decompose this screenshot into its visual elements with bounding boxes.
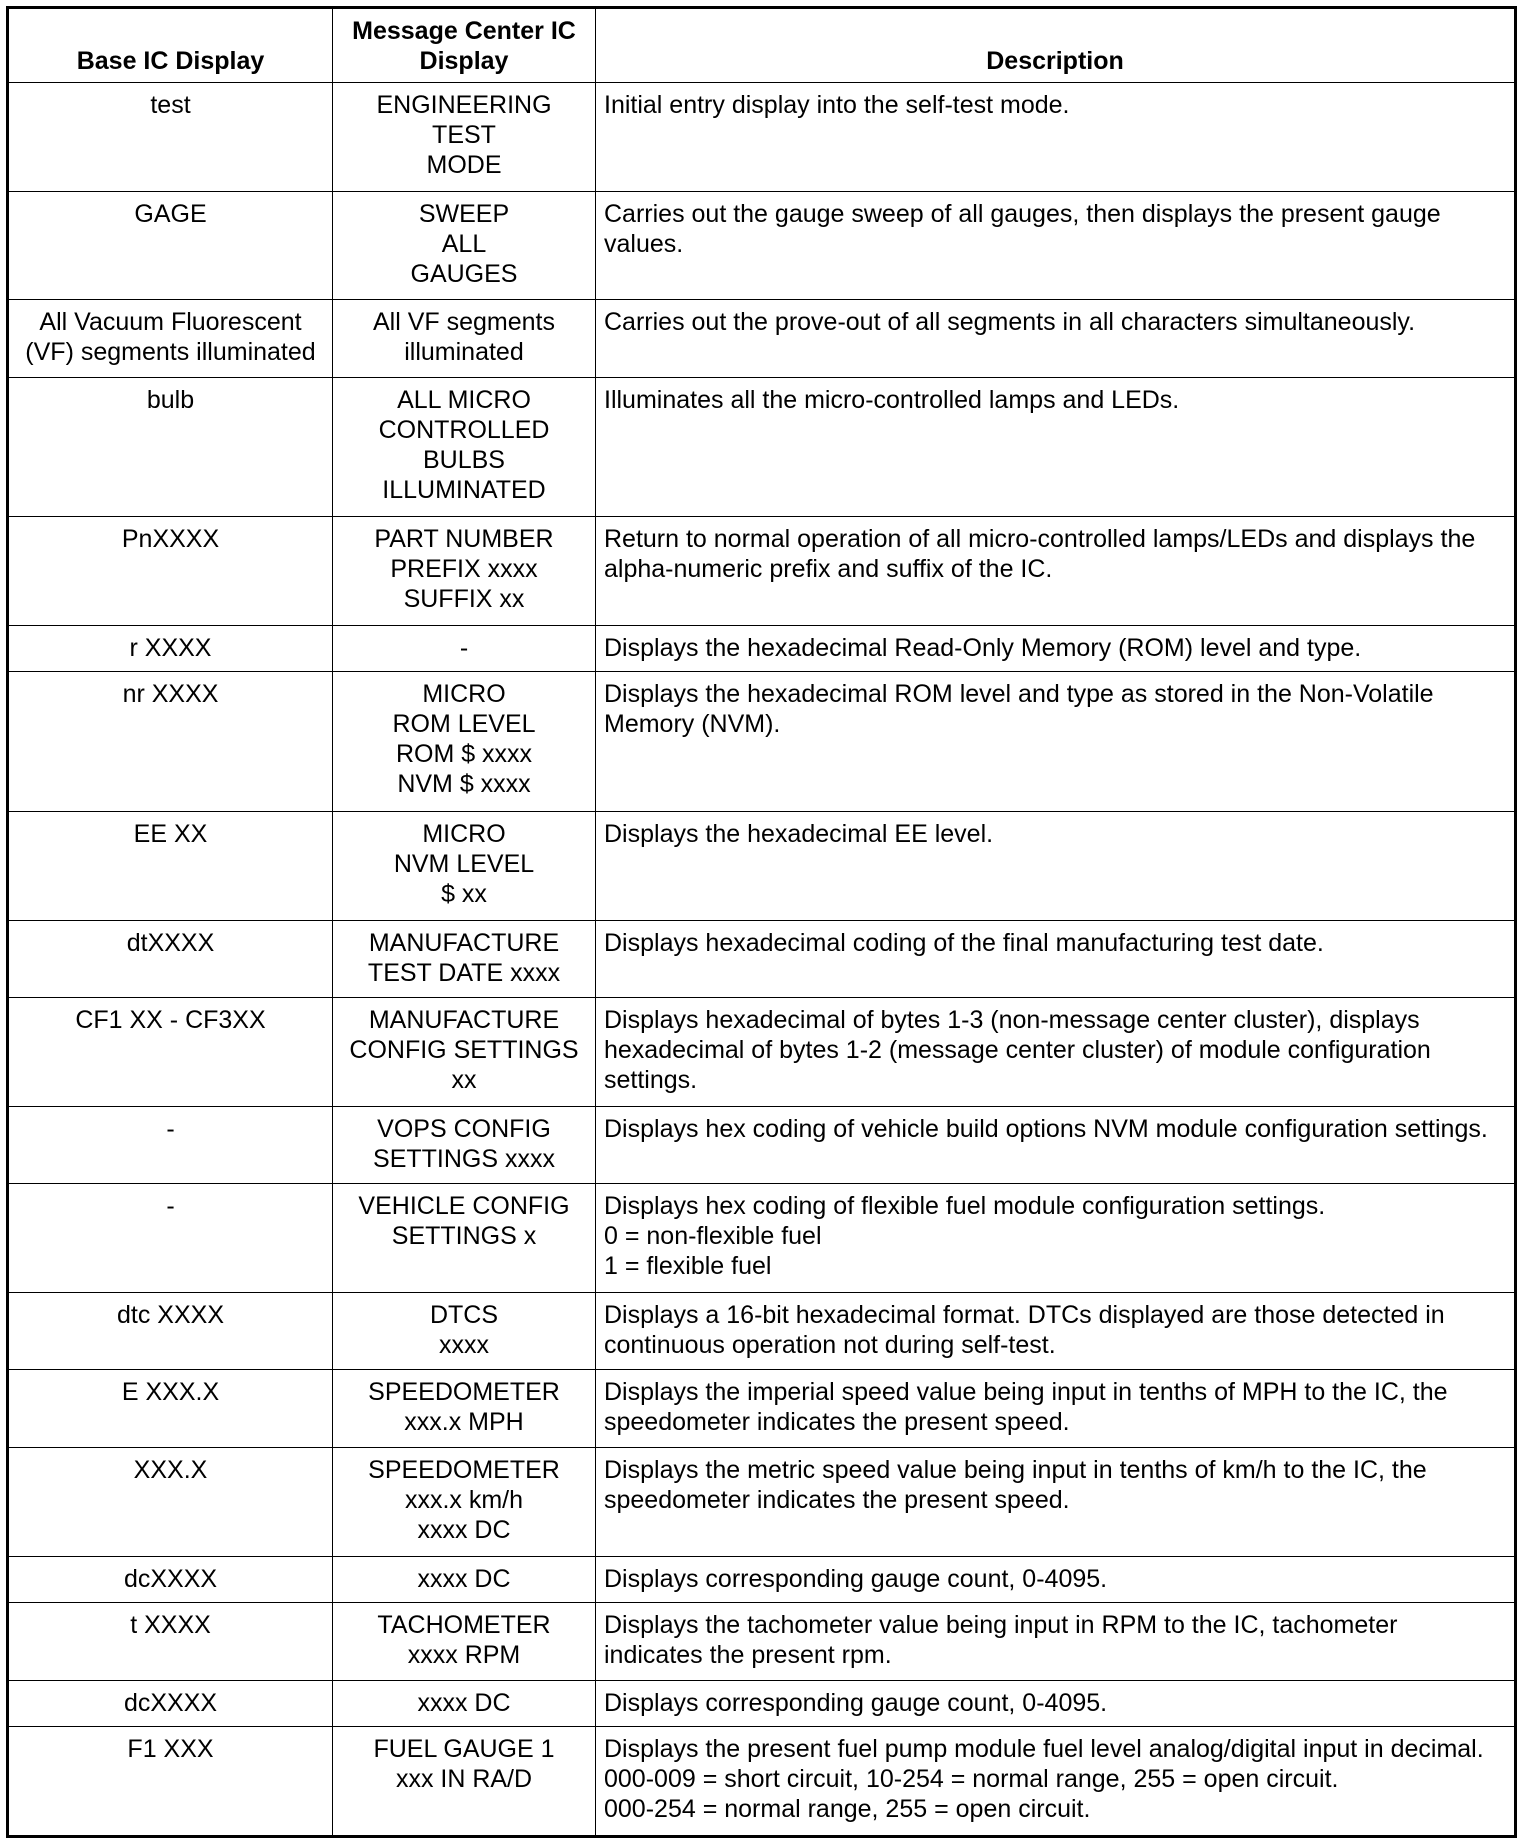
base-ic-display-cell: bulb xyxy=(8,377,333,517)
base-ic-display-cell: dcXXXX xyxy=(8,1556,333,1603)
message-center-display-cell: FUEL GAUGE 1 xxx IN RA/D xyxy=(333,1727,596,1837)
table-row xyxy=(8,1184,1516,1293)
message-center-display-cell: VEHICLE CONFIG SETTINGS x xyxy=(333,1184,596,1293)
description-cell: Displays the present fuel pump module fuel level analog/digital input in decimal. 000-009 = short circuit, 10-254 = normal range, 255 = open circuit. 000-254 = normal range, 255 = open circuit. xyxy=(596,1727,1516,1837)
description-cell: Displays the imperial speed value being input in tenths of MPH to the IC, the speedometer indicates the present speed. xyxy=(596,1370,1516,1448)
message-center-display-cell: DTCS xxxx xyxy=(333,1292,596,1370)
message-center-display-cell: ALL MICRO CONTROLLED BULBS ILLUMINATED xyxy=(333,377,596,517)
base-ic-display-cell: t XXXX xyxy=(8,1603,333,1681)
description-cell: Displays corresponding gauge count, 0-4095. xyxy=(596,1680,1516,1727)
message-center-display-cell: xxxx DC xyxy=(333,1680,596,1727)
table-row xyxy=(8,1106,1516,1184)
description-cell: Displays corresponding gauge count, 0-4095. xyxy=(596,1556,1516,1603)
header-message-center-display: Message Center IC Display xyxy=(333,8,596,83)
description-cell: Displays hexadecimal of bytes 1-3 (non-message center cluster), displays hexadecimal of bytes 1-2 (message center cluster) of module configuration settings. xyxy=(596,998,1516,1107)
table-row xyxy=(8,1556,1516,1603)
message-center-display-cell: MANUFACTURE CONFIG SETTINGS xx xyxy=(333,998,596,1107)
message-center-display-cell: VOPS CONFIG SETTINGS xxxx xyxy=(333,1106,596,1184)
message-center-display-cell: ENGINEERING TEST MODE xyxy=(333,83,596,192)
base-ic-display-cell: F1 XXX xyxy=(8,1727,333,1837)
base-ic-display-cell: PnXXXX xyxy=(8,517,333,626)
message-center-display-cell: xxxx DC xyxy=(333,1556,596,1603)
header-base-ic-display: Base IC Display xyxy=(8,8,333,83)
base-ic-display-cell: - xyxy=(8,1106,333,1184)
base-ic-display-cell: CF1 XX - CF3XX xyxy=(8,998,333,1107)
description-cell: Displays hexadecimal coding of the final manufacturing test date. xyxy=(596,920,1516,998)
table-row xyxy=(8,672,1516,812)
base-ic-display-cell: dtXXXX xyxy=(8,920,333,998)
description-cell: Displays the hexadecimal Read-Only Memory (ROM) level and type. xyxy=(596,625,1516,672)
message-center-display-cell: MICRO ROM LEVEL ROM $ xxxx NVM $ xxxx xyxy=(333,672,596,812)
description-cell: Illuminates all the micro-controlled lamps and LEDs. xyxy=(596,377,1516,517)
base-ic-display-cell: r XXXX xyxy=(8,625,333,672)
message-center-display-cell: TACHOMETER xxxx RPM xyxy=(333,1603,596,1681)
description-cell: Displays the tachometer value being input in RPM to the IC, tachometer indicates the present rpm. xyxy=(596,1603,1516,1681)
base-ic-display-cell: E XXX.X xyxy=(8,1370,333,1448)
base-ic-display-cell: dtc XXXX xyxy=(8,1292,333,1370)
table-row xyxy=(8,1680,1516,1727)
description-cell: Displays the metric speed value being input in tenths of km/h to the IC, the speedometer indicates the present speed. xyxy=(596,1448,1516,1557)
base-ic-display-cell: dcXXXX xyxy=(8,1680,333,1727)
description-cell: Displays hex coding of vehicle build options NVM module configuration settings. xyxy=(596,1106,1516,1184)
message-center-display-cell: - xyxy=(333,625,596,672)
base-ic-display-cell: nr XXXX xyxy=(8,672,333,812)
table-row xyxy=(8,998,1516,1107)
table-row xyxy=(8,300,1516,378)
table-row xyxy=(8,377,1516,517)
description-cell: Carries out the gauge sweep of all gauges, then displays the present gauge values. xyxy=(596,191,1516,300)
table-row xyxy=(8,920,1516,998)
base-ic-display-cell: XXX.X xyxy=(8,1448,333,1557)
description-cell: Displays hex coding of flexible fuel module configuration settings. 0 = non-flexible fuel 1 = flexible fuel xyxy=(596,1184,1516,1293)
description-cell: Displays a 16-bit hexadecimal format. DTCs displayed are those detected in continuous operation not during self-test. xyxy=(596,1292,1516,1370)
table-row xyxy=(8,83,1516,192)
base-ic-display-cell: GAGE xyxy=(8,191,333,300)
message-center-display-cell: SWEEP ALL GAUGES xyxy=(333,191,596,300)
message-center-display-cell: SPEEDOMETER xxx.x km/h xxxx DC xyxy=(333,1448,596,1557)
description-cell: Return to normal operation of all micro-controlled lamps/LEDs and displays the alpha-numeric prefix and suffix of the IC. xyxy=(596,517,1516,626)
table-row xyxy=(8,812,1516,921)
ic-self-test-table xyxy=(6,6,1517,1838)
message-center-display-cell: MICRO NVM LEVEL $ xx xyxy=(333,812,596,921)
message-center-display-cell: MANUFACTURE TEST DATE xxxx xyxy=(333,920,596,998)
table-row xyxy=(8,1727,1516,1837)
table-row xyxy=(8,625,1516,672)
table-row xyxy=(8,191,1516,300)
message-center-display-cell: PART NUMBER PREFIX xxxx SUFFIX xx xyxy=(333,517,596,626)
description-cell: Carries out the prove-out of all segments in all characters simultaneously. xyxy=(596,300,1516,378)
base-ic-display-cell: - xyxy=(8,1184,333,1293)
description-cell: Initial entry display into the self-test mode. xyxy=(596,83,1516,192)
header-description: Description xyxy=(596,8,1516,83)
table-row xyxy=(8,1292,1516,1370)
table-row xyxy=(8,1370,1516,1448)
table-row xyxy=(8,517,1516,626)
table-body xyxy=(8,83,1516,1837)
base-ic-display-cell: test xyxy=(8,83,333,192)
description-cell: Displays the hexadecimal ROM level and type as stored in the Non-Volatile Memory (NVM). xyxy=(596,672,1516,812)
message-center-display-cell: All VF segments illuminated xyxy=(333,300,596,378)
base-ic-display-cell: All Vacuum Fluorescent (VF) segments illuminated xyxy=(8,300,333,378)
table-row xyxy=(8,1603,1516,1681)
description-cell: Displays the hexadecimal EE level. xyxy=(596,812,1516,921)
table-row xyxy=(8,1448,1516,1557)
message-center-display-cell: SPEEDOMETER xxx.x MPH xyxy=(333,1370,596,1448)
header-row xyxy=(8,8,1516,83)
base-ic-display-cell: EE XX xyxy=(8,812,333,921)
